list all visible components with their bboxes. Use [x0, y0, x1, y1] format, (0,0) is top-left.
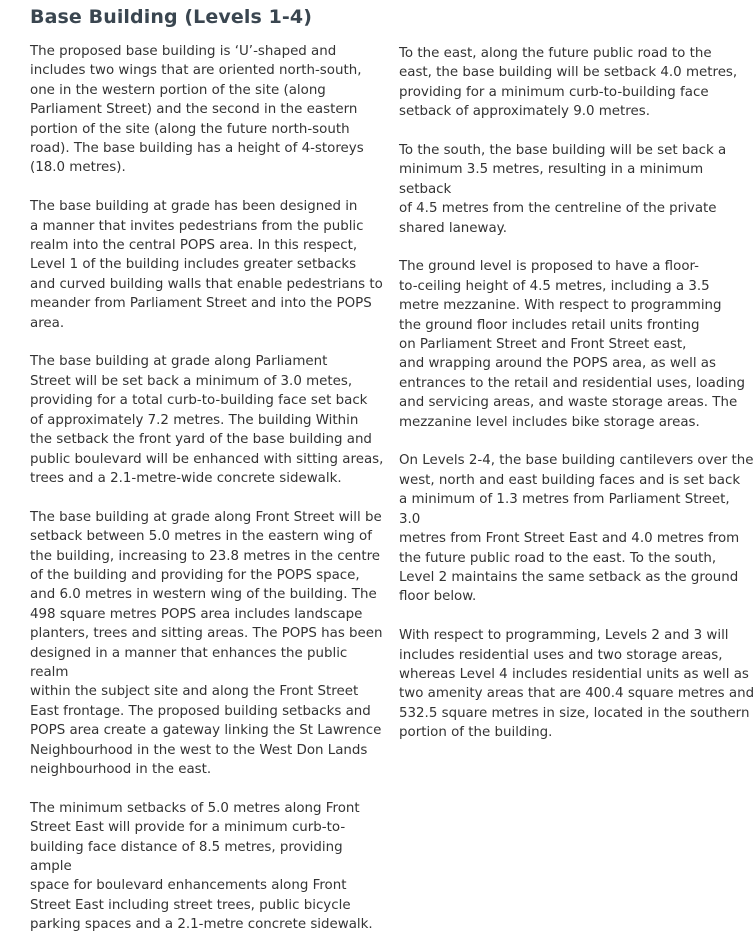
paragraph: The base building at grade has been designed in a manner that invites pedestrians from the public realm into the central POPS area. In this respect, Level 1 of the building includes greater setbacks and curved building walls that enable pedestrians to meander from Parliament Street and into the POPS area. — [30, 199, 383, 331]
paragraph: The ground level is proposed to have a floor- to-ceiling height of 4.5 metres, including a 3.5 metre mezzanine. With respect to programming the ground floor includes retail units fronting on Parliament Street and Front Street east, and wrapping around the POPS area, as well as entrances to the retail and residential uses, loading and servicing areas, and waste storage areas. The mezzanine level includes bike storage areas. — [399, 259, 746, 430]
paragraph: The base building at grade along Front Street will be setback between 5.0 metres in the eastern wing of the building, increasing to 23.8 metres in the centre of the building and providing for the POPS space, and 6.0 metres in western wing of the building. The 498 square metres POPS area includes landscape planters, trees and sitting areas. The POPS has been designed in a manner that enhances the public realm within the subject site and along the Front Street East frontage. The proposed building setbacks and POPS area create a gateway linking the St Lawrence Neighbourhood in the west to the West Don Lands neighbourhood in the east. — [30, 509, 383, 777]
left-column — [30, 42, 388, 935]
paragraph: The proposed base building is ‘U’-shaped and includes two wings that are oriented north-south, one in the western portion of the site (along Parliament Street) and the second in the eastern portion of the site (along the future north-south road). The base building has a height of 4-storeys (18.0 metres). — [30, 44, 364, 176]
section-heading: Base Building (Levels 1-4) — [30, 6, 312, 28]
paragraph: The minimum setbacks of 5.0 metres along Front Street East will provide for a minimum curb-to- building face distance of 8.5 metres, providing ample space for boulevard enhancements along Front Street East including street trees, public bicycle parking spaces and a 2.1-metre concrete sidewalk. — [30, 800, 373, 933]
paragraph: On Levels 2-4, the base building cantilevers over the west, north and east building faces and is set back a minimum of 1.3 metres from Parliament Street, 3.0 metres from Front Street East and 4.0 metres from the future public road to the east. To the south, Level 2 maintains the same setback as the ground floor below. — [399, 453, 754, 605]
paragraph: To the east, along the future public road to the east, the base building will be setback 4.0 metres, providing for a minimum curb-to-building face setback of approximately 9.0 metres. — [399, 46, 738, 120]
paragraph: To the south, the base building will be set back a minimum 3.5 metres, resulting in a minimum setback of 4.5 metres from the centreline of the private shared laneway. — [399, 143, 727, 236]
paragraph: The base building at grade along Parliament Street will be set back a minimum of 3.0 metes, providing for a total curb-to-building face set back of approximately 7.2 metres. The building Within the setback the front yard of the base building and public boulevard will be enhanced with sitting areas, trees and a 2.1-metre-wide concrete sidewalk. — [30, 354, 384, 486]
paragraph: With respect to programming, Levels 2 and 3 will includes residential uses and two storage areas, whereas Level 4 includes residential units as well as two amenity areas that are 400.4 square metres and 532.5 square metres in size, located in the southern portion of the building. — [399, 628, 755, 741]
right-column — [399, 44, 755, 743]
